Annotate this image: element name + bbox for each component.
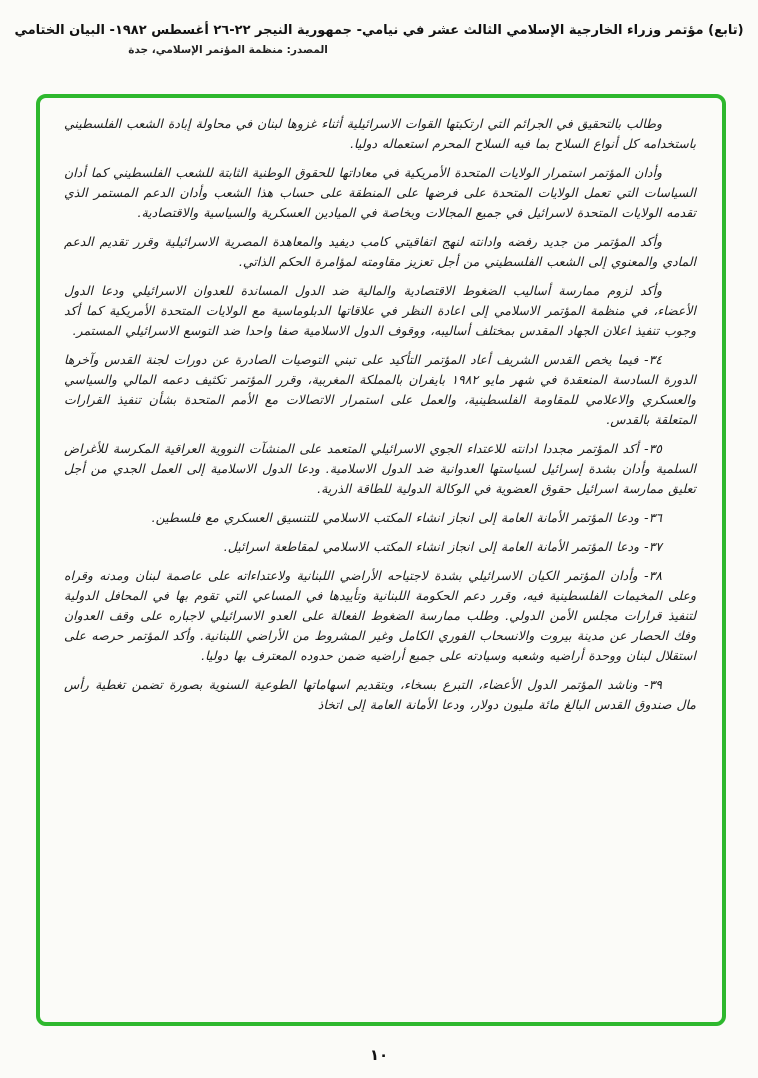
paragraph: ٣٧- ودعا المؤتمر الأمانة العامة إلى انجاز انشاء المكتب الاسلامي لمقاطعة اسرائيل. (223, 539, 662, 554)
paragraph: ٣٩- وناشد المؤتمر الدول الأعضاء، التبرع بسخاء، وبتقديم اسهاماتها الطوعية السنوية بصورة تضمن تغطية رأس مال صندوق القدس البالغ مائة مليون دولار، ودعا الأمانة العامة إلى اتخاذ (64, 677, 696, 712)
page-header (0, 0, 758, 56)
paragraph: وأكد المؤتمر من جديد رفضه وادانته لنهج اتفاقيتي كامب ديفيد والمعاهدة المصرية الاسرائيلية وقرر تقديم الدعم المادي والمعنوي إلى الشعب الفلسطيني من أجل تعزيز مقاومته لمؤامرة الحكم الذاتي. (64, 234, 696, 269)
paragraph: وأكد لزوم ممارسة أساليب الضغوط الاقتصادية والمالية ضد الدول المساندة للعدوان الاسرائيلي ودعا الدول الأعضاء، في منظمة المؤتمر الاسلامي إلى اعادة النظر في علاقاتها الدبلوماسية مع الولايات المتحدة الأمريكية كما أكد وجوب تنفيذ اعلان الجهاد المقدس بمختلف أساليبه، ووقوف الدول الاسلامية صفا واحدا ضد التوسع الاسرائيلي المستمر. (64, 283, 696, 338)
document-source: المصدر: منظمة المؤتمر الإسلامي، جدة (128, 43, 328, 56)
paragraph: ٣٨- وأدان المؤتمر الكيان الاسرائيلي بشدة لاجتياحه الأراضي اللبنانية ولاعتداءاته على عاصمة لبنان ومدنه وقراه وعلى المخيمات الفلسطينية فيه، وقرر دعم الحكومة اللبنانية وتأييدها في المساعي التي تقوم بها في المحافل الدولية لتنفيذ قرارات مجلس الأمن الدولي. وطلب ممارسة الضغوط الفعالة على العدو الاسرائيلي لاجباره على وقف العدوان وفك الحصار عن مدينة بيروت والانسحاب الفوري الكامل وغير المشروط من الأراضي اللبنانية. وأكد المؤتمر حرصه على استقلال لبنان ووحدة أراضيه وشعبه وسيادته على جميع أراضيه ضمن حدوده المعترف بها دوليا. (64, 568, 696, 663)
paragraph: ٣٥- أكد المؤتمر مجددا ادانته للاعتداء الجوي الاسرائيلي المتعمد على المنشآت النووية العراقية المكرسة للأغراض السلمية وأدان بشدة إسرائيل لسياستها العدوانية ضد الدول الاسلامية. ودعا الدول الاسلامية إلى العمل الجدي من أجل تعليق ممارسة اسرائيل حقوق العضوية في الوكالة الدولية للطاقة الذرية. (64, 441, 696, 496)
page-number: ١٠ (369, 1046, 389, 1064)
paragraph: وأدان المؤتمر استمرار الولايات المتحدة الأمريكية في معاداتها للحقوق الوطنية الثابتة للشعب الفلسطيني كما أدان السياسات التي تعمل الولايات المتحدة على فرضها على المنطقة على حساب هذا الشعب وأدان الدعم المستمر الذي تقدمه الولايات المتحدة لاسرائيل في جميع المجالات وبخاصة في الميادين العسكرية والسياسية والاقتصادية. (64, 165, 696, 220)
paragraph: ٣٦- ودعا المؤتمر الأمانة العامة إلى انجاز انشاء المكتب الاسلامي للتنسيق العسكري مع فلسطين. (151, 510, 662, 525)
paragraph: وطالب بالتحقيق في الجرائم التي ارتكبتها القوات الاسرائيلية أثناء غزوها لبنان في محاولة إبادة الشعب الفلسطيني باستخدامه كل أنواع السلاح بما فيه السلاح المحرم استعماله دوليا. (64, 116, 696, 151)
content-frame (36, 94, 726, 1026)
body-text (64, 114, 696, 715)
paragraph: ٣٤- فيما يخص القدس الشريف أعاد المؤتمر التأكيد على تبني التوصيات الصادرة عن دورات لجنة القدس وآخرها الدورة السادسة المنعقدة في شهر مايو ١٩٨٢ بايفران بالمملكة المغربية، وقرر المؤتمر تكثيف دعمه المالي والسياسي والعسكري والاعلامي للمقاومة الفلسطينية، والعمل على استمرار الاتصالات مع الأمم المتحدة بشأن تنفيذ القرارات المتعلقة بالقدس. (64, 352, 697, 427)
document-title: (تابع) مؤتمر وزراء الخارجية الإسلامي الثالث عشر في نيامي- جمهورية النيجر ٢٢-٢٦ أغسطس ١٩٨٢- البيان الختامي (14, 23, 744, 38)
